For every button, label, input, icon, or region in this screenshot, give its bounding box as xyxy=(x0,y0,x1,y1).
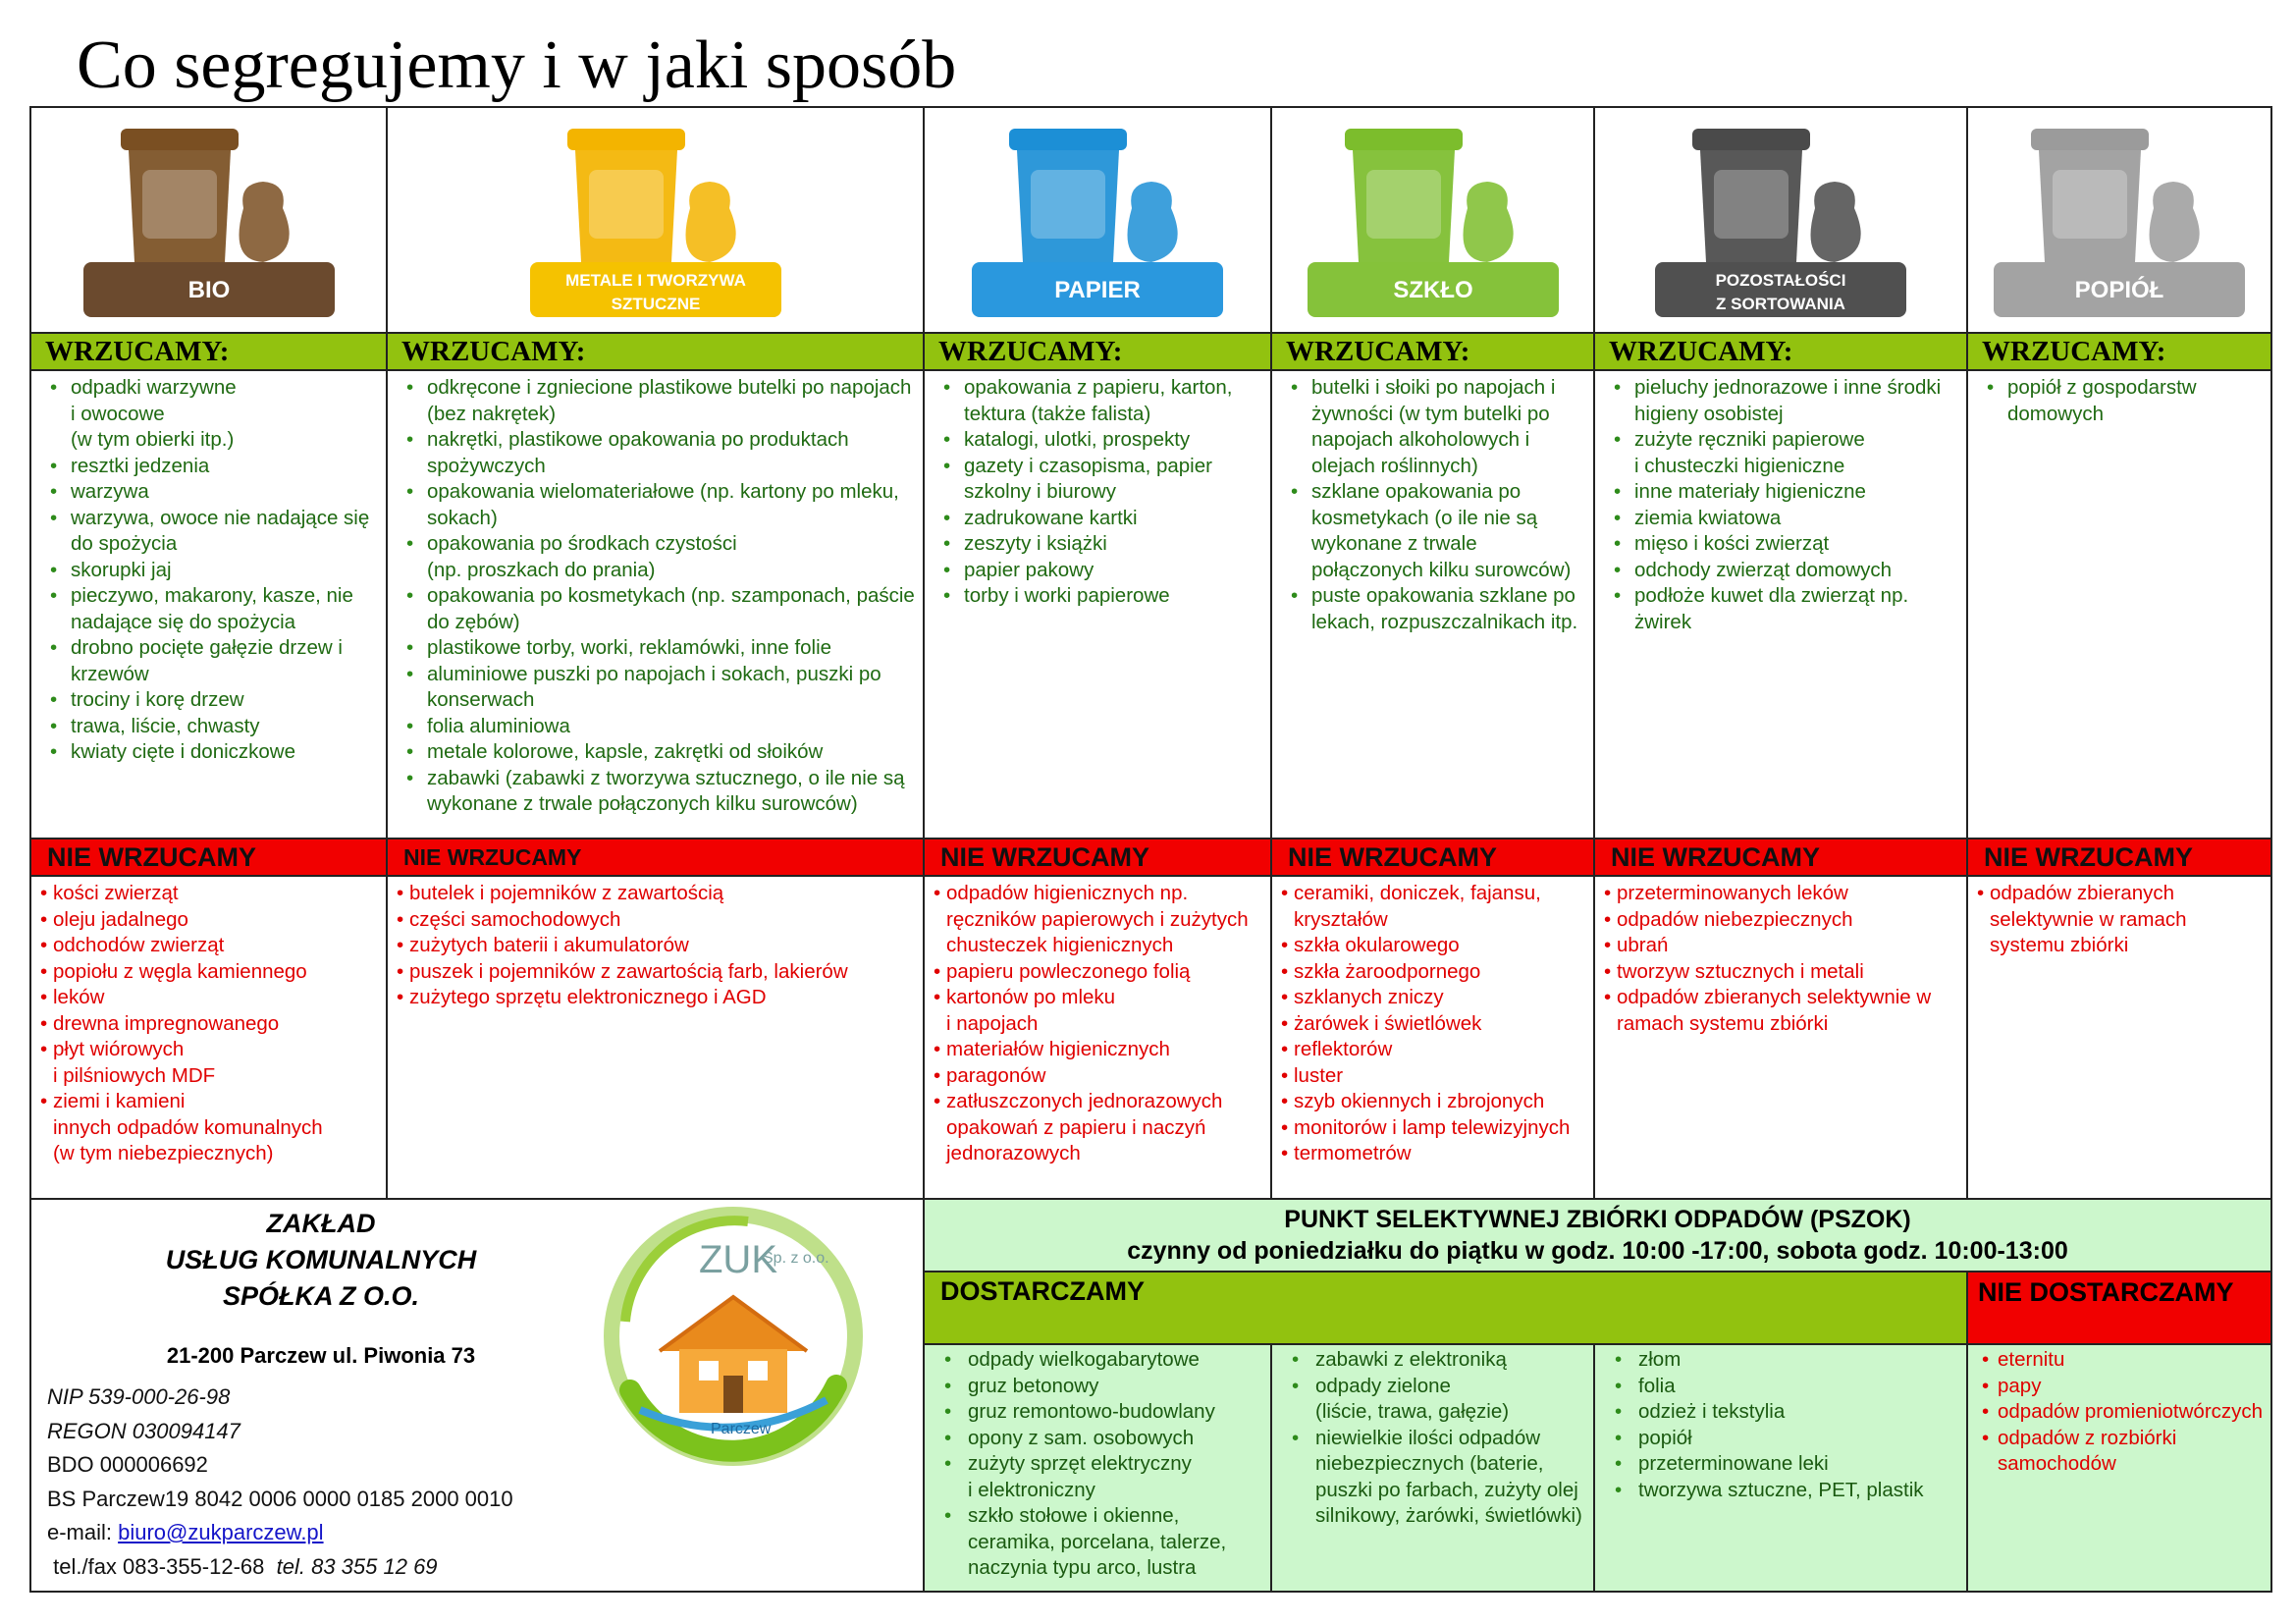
bin-label: POZOSTAŁOŚCI xyxy=(1715,270,1846,290)
bin-icon xyxy=(1653,115,1908,321)
list-item: • skorupki jaj xyxy=(71,558,380,584)
zuk-logo xyxy=(601,1204,866,1469)
list-item: • odpady zielone (liście, trawa, gałęzie) xyxy=(1315,1374,1587,1426)
list-item: • butelki i słoiki po napojach i żywności (w tym butelki po napojach alkoholowych i olejach roślinnych) xyxy=(1311,375,1587,479)
phone-fax: tel./fax 083-355-12-68 xyxy=(53,1553,265,1579)
pszok-hours: czynny od poniedziałku do piątku w godz. 10:00 -17:00, sobota godz. 10:00-13:00 xyxy=(1127,1237,2068,1265)
bin-icon xyxy=(1992,115,2247,321)
list-item: • papy xyxy=(1998,1374,2265,1400)
list-item: • płyt wiórowych i pilśniowych MDF xyxy=(53,1037,380,1089)
nie-wrzucamy-cell xyxy=(387,876,924,1199)
list-item: • opakowania wielomateriałowe (np. kartony po mleku, sokach) xyxy=(427,479,917,531)
list-item: • gruz remontowo-budowlany xyxy=(968,1399,1264,1426)
list-item: • szkła żaroodpornego xyxy=(1294,959,1587,986)
list-item: • ceramiki, doniczek, fajansu, kryształów xyxy=(1294,881,1587,933)
company-name xyxy=(31,1206,611,1315)
list-item: • odpadów promieniotwórczych xyxy=(1998,1399,2265,1426)
list-item: • monitorów i lamp telewizyjnych xyxy=(1294,1115,1587,1142)
bin-label: SZTUCZNE xyxy=(611,294,700,313)
email-label: e-mail: xyxy=(47,1520,119,1544)
nie-wrzucamy-cell xyxy=(924,876,1271,1199)
list-item: • oleju jadalnego xyxy=(53,907,380,934)
email-line xyxy=(47,1516,513,1550)
wrzucamy-header: WRZUCAMY: xyxy=(387,333,924,370)
bin-label: PAPIER xyxy=(1054,276,1141,303)
list-item: • termometrów xyxy=(1294,1141,1587,1167)
list-item: • szklanych zniczy xyxy=(1294,985,1587,1011)
list-item: • warzywa xyxy=(71,479,380,506)
nie-wrzucamy-cell xyxy=(1271,876,1594,1199)
dostarczamy-cell xyxy=(1594,1344,1967,1592)
list-item: • zeszyty i książki xyxy=(964,531,1264,558)
bin-cell-popiol xyxy=(1967,107,2271,333)
bdo: BDO 000006692 xyxy=(47,1452,208,1477)
company-address: 21-200 Parczew ul. Piwonia 73 xyxy=(166,1343,476,1368)
list-item: • opakowania z papieru, karton, tektura (także falista) xyxy=(964,375,1264,427)
dostarczamy-cell xyxy=(1271,1344,1594,1592)
wrzucamy-cell xyxy=(1271,370,1594,839)
wrzucamy-cell xyxy=(1594,370,1967,839)
list-item: • szkła okularowego xyxy=(1294,933,1587,959)
wrzucamy-header: WRZUCAMY: xyxy=(1967,333,2271,370)
dostarczamy-header: DOSTARCZAMY xyxy=(924,1272,1967,1344)
list-item: • opony z sam. osobowych xyxy=(968,1426,1264,1452)
wrzucamy-cell xyxy=(30,370,387,839)
list-item: • zatłuszczonych jednorazowych opakowań z papieru i naczyń jednorazowych xyxy=(946,1089,1264,1167)
list-item: • przeterminowanych leków xyxy=(1617,881,1960,907)
bin-cell-metale xyxy=(387,107,924,333)
list-item: • puste opakowania szklane po lekach, rozpuszczalnikach itp. xyxy=(1311,583,1587,635)
list-item: • trawa, liście, chwasty xyxy=(71,714,380,740)
list-item: • zabawki (zabawki z tworzywa sztucznego, o ile nie są wykonane z trwale połączonych kilku surowców) xyxy=(427,766,917,818)
list-item: • gazety i czasopisma, papier szkolny i biurowy xyxy=(964,454,1264,506)
wrzucamy-cell xyxy=(924,370,1271,839)
bin-icon xyxy=(528,115,783,321)
phone: tel. 83 355 12 69 xyxy=(276,1553,438,1579)
nie-wrzucamy-header: NIE WRZUCAMY xyxy=(924,839,1271,876)
pszok-header-row xyxy=(30,1199,2271,1272)
bin-cell-szklo xyxy=(1271,107,1594,333)
list-item: • popiół xyxy=(1638,1426,1960,1452)
bin-label: SZKŁO xyxy=(1392,276,1473,303)
list-item: • ziemia kwiatowa xyxy=(1634,506,1960,532)
nie-wrzucamy-header-row xyxy=(30,839,2271,876)
wrzucamy-header: WRZUCAMY: xyxy=(924,333,1271,370)
list-item: • zużytego sprzętu elektronicznego i AGD xyxy=(409,985,917,1011)
list-item: • odpadów zbieranych selektywnie w ramach systemu zbiórki xyxy=(1990,881,2265,959)
list-item: • odpadów zbieranych selektywnie w ramach systemu zbiórki xyxy=(1617,985,1960,1037)
list-item: • odpadów higienicznych np. ręczników papierowych i zużytych chusteczek higienicznych xyxy=(946,881,1264,959)
bank-account: BS Parczew19 8042 0006 0000 0185 2000 0010 xyxy=(47,1486,513,1511)
list-item: • kości zwierząt xyxy=(53,881,380,907)
nie-wrzucamy-header: NIE WRZUCAMY xyxy=(1967,839,2271,876)
list-item: • tworzywa sztuczne, PET, plastik xyxy=(1638,1478,1960,1504)
nie-dostarczamy-header: NIE DOSTARCZAMY xyxy=(1967,1272,2271,1344)
nie-wrzucamy-cell xyxy=(30,876,387,1199)
list-item: • opakowania po środkach czystości (np. proszkach do prania) xyxy=(427,531,917,583)
list-item: • pieczywo, makarony, kasze, nie nadające się do spożycia xyxy=(71,583,380,635)
pszok-header xyxy=(924,1199,2271,1272)
list-item: • papier pakowy xyxy=(964,558,1264,584)
company-meta xyxy=(47,1380,513,1584)
list-item: • przeterminowane leki xyxy=(1638,1451,1960,1478)
list-item: • reflektorów xyxy=(1294,1037,1587,1063)
logo-sub: Sp. z o.o. xyxy=(763,1250,829,1267)
list-item: • popiołu z węgla kamiennego xyxy=(53,959,380,986)
list-item: • zużyte ręczniki papierowe i chusteczki higieniczne xyxy=(1634,427,1960,479)
list-item: • materiałów higienicznych xyxy=(946,1037,1264,1063)
list-item: • torby i worki papierowe xyxy=(964,583,1264,610)
logo-brand: ZUK xyxy=(699,1238,777,1281)
bin-label: BIO xyxy=(187,276,230,303)
list-item: • luster xyxy=(1294,1063,1587,1090)
company-name-line: USŁUG KOMUNALNYCH xyxy=(165,1245,477,1274)
list-item: • zabawki z elektroniką xyxy=(1315,1347,1587,1374)
list-item: • odchodów zwierząt xyxy=(53,933,380,959)
wrzucamy-header-row xyxy=(30,333,2271,370)
phone-line xyxy=(47,1550,513,1585)
bin-cell-papier xyxy=(924,107,1271,333)
list-item: • pieluchy jednorazowe i inne środki higieny osobistej xyxy=(1634,375,1960,427)
list-item: • zużyty sprzęt elektryczny i elektroniczny xyxy=(968,1451,1264,1503)
wrzucamy-row xyxy=(30,370,2271,839)
list-item: • warzywa, owoce nie nadające się do spożycia xyxy=(71,506,380,558)
email-link[interactable]: biuro@zukparczew.pl xyxy=(118,1520,324,1544)
list-item: • zużytych baterii i akumulatorów xyxy=(409,933,917,959)
nie-wrzucamy-header: NIE WRZUCAMY xyxy=(1594,839,1967,876)
nie-wrzucamy-row xyxy=(30,876,2271,1199)
list-item: • leków xyxy=(53,985,380,1011)
dostarczamy-cell xyxy=(924,1344,1271,1592)
list-item: • paragonów xyxy=(946,1063,1264,1090)
list-item: • nakrętki, plastikowe opakowania po produktach spożywczych xyxy=(427,427,917,479)
nie-wrzucamy-cell xyxy=(1967,876,2271,1199)
regon: REGON 030094147 xyxy=(47,1418,240,1443)
page-title: Co segregujemy i w jaki sposób xyxy=(77,27,957,103)
list-item: • aluminiowe puszki po napojach i sokach, puszki po konserwach xyxy=(427,662,917,714)
list-item: • odpadki warzywne i owocowe (w tym obierki itp.) xyxy=(71,375,380,454)
list-item: • niewielkie ilości odpadów niebezpiecznych (baterie, puszki po farbach, zużyty olej silnikowy, żarówki, świetlówki) xyxy=(1315,1426,1587,1530)
bin-label: Z SORTOWANIA xyxy=(1716,294,1845,313)
company-info xyxy=(30,1199,924,1592)
list-item: • eternitu xyxy=(1998,1347,2265,1374)
list-item: • podłoże kuwet dla zwierząt np. żwirek xyxy=(1634,583,1960,635)
list-item: • plastikowe torby, worki, reklamówki, inne folie xyxy=(427,635,917,662)
wrzucamy-cell xyxy=(387,370,924,839)
bin-label: METALE I TWORZYWA xyxy=(564,270,746,290)
list-item: • resztki jedzenia xyxy=(71,454,380,480)
bin-icon xyxy=(970,115,1225,321)
list-item: • katalogi, ulotki, prospekty xyxy=(964,427,1264,454)
nie-wrzucamy-header: NIE WRZUCAMY xyxy=(387,839,924,876)
list-item: • odkręcone i zgniecione plastikowe butelki po napojach (bez nakrętek) xyxy=(427,375,917,427)
list-item: • butelek i pojemników z zawartością xyxy=(409,881,917,907)
list-item: • popiół z gospodarstw domowych xyxy=(2007,375,2265,427)
list-item: • papieru powleczonego folią xyxy=(946,959,1264,986)
list-item: • trociny i korę drzew xyxy=(71,687,380,714)
list-item: • folia xyxy=(1638,1374,1960,1400)
pszok-title: PUNKT SELEKTYWNEJ ZBIÓRKI ODPADÓW (PSZOK) xyxy=(1284,1206,1911,1233)
list-item: • folia aluminiowa xyxy=(427,714,917,740)
list-item: • zadrukowane kartki xyxy=(964,506,1264,532)
wrzucamy-header: WRZUCAMY: xyxy=(1271,333,1594,370)
list-item: • części samochodowych xyxy=(409,907,917,934)
list-item: • drewna impregnowanego xyxy=(53,1011,380,1038)
wrzucamy-cell xyxy=(1967,370,2271,839)
list-item: • szyb okiennych i zbrojonych xyxy=(1294,1089,1587,1115)
bin-label: POPIÓŁ xyxy=(2074,276,2164,303)
company-name-line: SPÓŁKA Z O.O. xyxy=(222,1281,419,1311)
list-item: • inne materiały higieniczne xyxy=(1634,479,1960,506)
list-item: • kwiaty cięte i doniczkowe xyxy=(71,739,380,766)
nie-dostarczamy-cell xyxy=(1967,1344,2271,1592)
wrzucamy-header: WRZUCAMY: xyxy=(1594,333,1967,370)
list-item: • złom xyxy=(1638,1347,1960,1374)
bin-cell-bio xyxy=(30,107,387,333)
nie-wrzucamy-header: NIE WRZUCAMY xyxy=(1271,839,1594,876)
segregation-table xyxy=(29,106,2272,1593)
wrzucamy-header: WRZUCAMY: xyxy=(30,333,387,370)
list-item: • żarówek i świetlówek xyxy=(1294,1011,1587,1038)
nip: NIP 539-000-26-98 xyxy=(47,1384,231,1409)
nie-wrzucamy-header: NIE WRZUCAMY xyxy=(30,839,387,876)
list-item: • drobno pocięte gałęzie drzew i krzewów xyxy=(71,635,380,687)
list-item: • szkło stołowe i okienne, ceramika, porcelana, talerze, naczynia typu arco, lustra xyxy=(968,1503,1264,1582)
icon-row xyxy=(30,107,2271,333)
bin-icon xyxy=(81,115,337,321)
bin-icon xyxy=(1306,115,1561,321)
list-item: • odchody zwierząt domowych xyxy=(1634,558,1960,584)
list-item: • tworzyw sztucznych i metali xyxy=(1617,959,1960,986)
list-item: • opakowania po kosmetykach (np. szamponach, paście do zębów) xyxy=(427,583,917,635)
list-item: • odzież i tekstylia xyxy=(1638,1399,1960,1426)
list-item: • odpady wielkogabarytowe xyxy=(968,1347,1264,1374)
list-item: • ubrań xyxy=(1617,933,1960,959)
list-item: • gruz betonowy xyxy=(968,1374,1264,1400)
logo-town: Parczew xyxy=(711,1421,772,1437)
bin-cell-pozostalosci xyxy=(1594,107,1967,333)
list-item: • mięso i kości zwierząt xyxy=(1634,531,1960,558)
list-item: • ziemi i kamieni innych odpadów komunalnych (w tym niebezpiecznych) xyxy=(53,1089,380,1167)
list-item: • metale kolorowe, kapsle, zakrętki od słoików xyxy=(427,739,917,766)
company-name-line: ZAKŁAD xyxy=(266,1209,376,1238)
list-item: • puszek i pojemników z zawartością farb, lakierów xyxy=(409,959,917,986)
nie-wrzucamy-cell xyxy=(1594,876,1967,1199)
list-item: • kartonów po mleku i napojach xyxy=(946,985,1264,1037)
list-item: • szklane opakowania po kosmetykach (o ile nie są wykonane z trwale połączonych kilku surowców) xyxy=(1311,479,1587,583)
list-item: • odpadów niebezpiecznych xyxy=(1617,907,1960,934)
list-item: • odpadów z rozbiórki samochodów xyxy=(1998,1426,2265,1478)
